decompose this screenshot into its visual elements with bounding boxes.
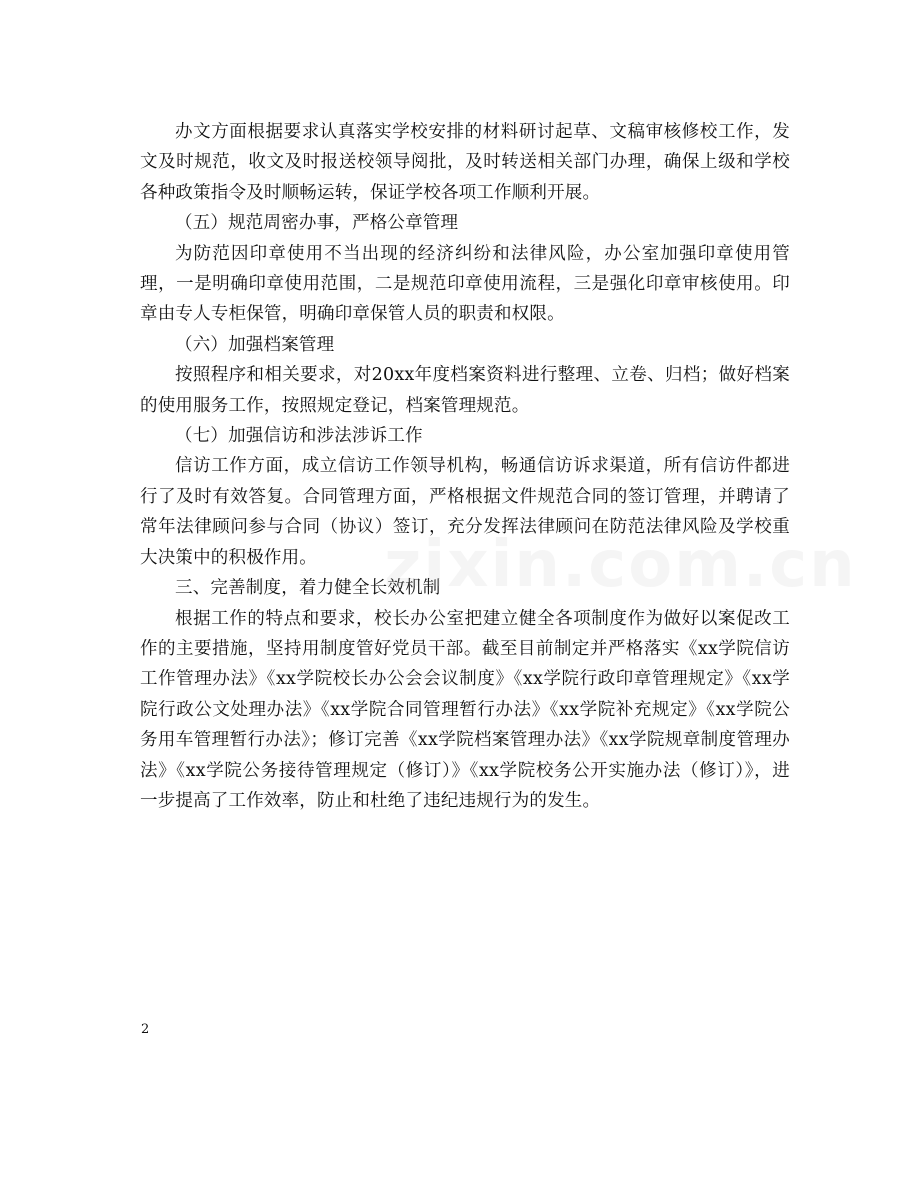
paragraph-document-processing: 办文方面根据要求认真落实学校安排的材料研讨起草、文稿审核修校工作，发文及时规范，收文及时报送校领导阅批，及时转送相关部门办理，确保上级和学校各种政策指令及时顺畅运转，保证学校各项工作顺利开展。 [140,122,790,203]
document-body [140,117,790,816]
paragraph-petition-work: 信访工作方面，成立信访工作领导机构，畅通信访诉求渠道，所有信访件都进行了及时有效答复。合同管理方面，严格根据文件规范合同的签订管理，并聘请了常年法律顾问参与合同（协议）签订，充分发挥法律顾问在防范法律风险及学校重大决策中的积极作用。 [140,456,790,568]
section-heading-archive-management: （六）加强档案管理 [175,334,335,355]
page-number: 2 [141,1022,150,1037]
paragraph-archive-management: 按照程序和相关要求，对20xx年度档案资料进行整理、立卷、归档；做好档案的使用服务工作，按照规定登记，档案管理规范。 [140,365,790,416]
watermark: zixin.com.cn [384,528,857,602]
section-heading-seal-management: （五）规范周密办事，严格公章管理 [175,213,459,234]
section-heading-improve-system: 三、完善制度，着力健全长效机制 [175,578,441,599]
paragraph-improve-system: 根据工作的特点和要求，校长办公室把建立健全各项制度作为做好以案促改工作的主要措施，坚持用制度管好党员干部。截至目前制定并严格落实《xx学院信访工作管理办法》《xx学院校长办公会会议制度》《xx学院行政印章管理规定》《xx学院行政公文处理办法》《xx学院合同管理暂行办法》《xx学院补充规定》《xx学院公务用车管理暂行办法》；修订完善《xx学院档案管理办法》《xx学院规章制度管理办法》《xx学院公务接待管理规定（修订）》《xx学院校务公开实施办法（修订）》，进一步提高了工作效率，防止和杜绝了违纪违规行为的发生。 [140,608,790,811]
paragraph-seal-management: 为防范因印章使用不当出现的经济纠纷和法律风险，办公室加强印章使用管理，一是明确印章使用范围，二是规范印章使用流程，三是强化印章审核使用。印章由专人专柜保管，明确印章保管人员的职责和权限。 [140,243,790,325]
section-heading-petition-work: （七）加强信访和涉法涉诉工作 [175,426,423,447]
